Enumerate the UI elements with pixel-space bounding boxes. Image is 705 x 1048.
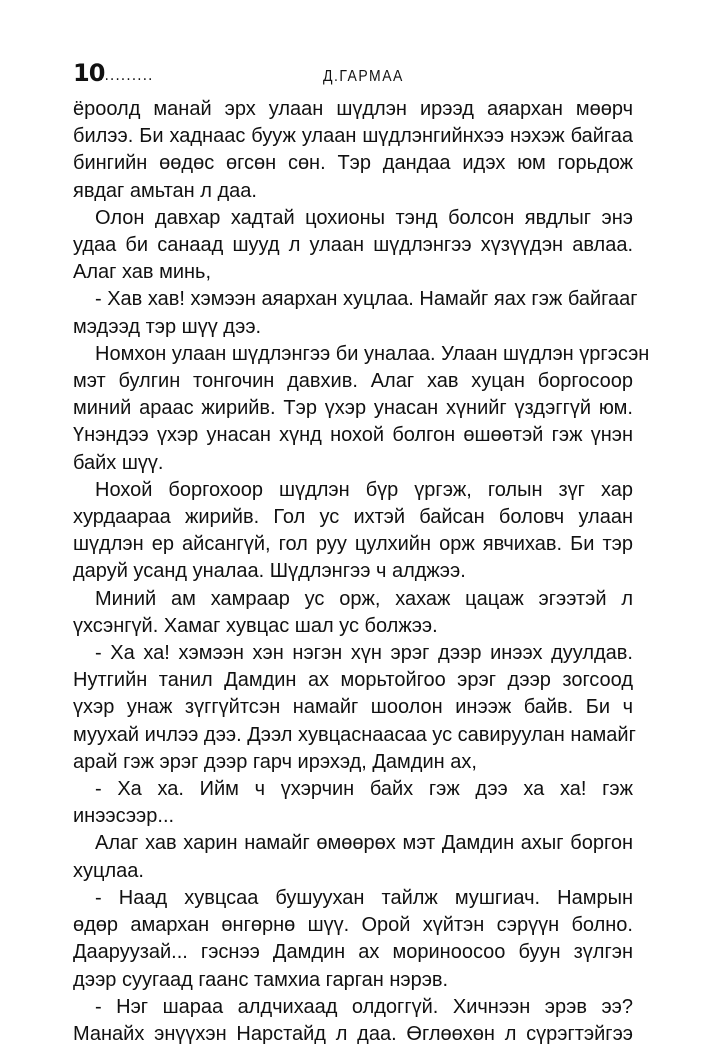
text-line: өдөр амархан өнгөрнө шүү. Орой хүйтэн сэрүүн болно. xyxy=(73,914,633,937)
text-line: шүдлэн ер айсангүй, гол руу цулхийн орж явчихав. Би тэр xyxy=(73,533,633,556)
running-head-author: Д.ГАРМАА xyxy=(323,65,404,85)
page-header xyxy=(73,58,633,92)
page-number-dots: .......... xyxy=(99,68,154,84)
text-line: Дааруузай... гэснээ Дамдин ах мориноосоо буун зүлгэн xyxy=(73,941,633,964)
text-line: хурдаараа жирийв. Гол ус ихтэй байсан боловч улаан xyxy=(73,506,633,529)
text-line: мэт булгин тонгочин давхив. Алаг хав хуцан боргосоор xyxy=(73,370,633,393)
text-line: үхэр унаж зүггүйтсэн намайг шоолон инээж байв. Би ч xyxy=(73,696,633,719)
text-line: байх шүү. xyxy=(73,451,164,474)
text-line: үхсэнгүй. Хамаг хувцас шал ус болжээ. xyxy=(73,614,438,637)
text-line: миний араас жирийв. Тэр үхэр унасан хүнийг үздэггүй юм. xyxy=(73,397,633,420)
text-line: Алаг хав харин намайг өмөөрөх мэт Дамдин ахыг боргон xyxy=(95,832,633,855)
body-text xyxy=(73,96,650,1048)
text-line: даруй усанд уналаа. Шүдлэнгээ ч алджээ. xyxy=(73,560,466,583)
text-line: Үнэндээ үхэр унасан хүнд нохой болгон өшөөтэй гэж үнэн xyxy=(73,424,633,447)
text-line: Миний ам хамраар ус орж, хахаж цацаж эгээтэй л xyxy=(95,587,633,610)
text-line: ёроолд манай эрх улаан шүдлэн ирээд аяархан мөөрч xyxy=(73,98,633,120)
text-line: арай гэж эрэг дээр гарч ирэхэд, Дамдин ах, xyxy=(73,750,477,773)
text-line: Манайх энүүхэн Нарстайд л даа. Өглөөхөн л сүрэгтэйгээ xyxy=(73,1022,633,1045)
text-line: явдаг амьтан л даа. xyxy=(73,179,257,202)
text-line: мэдээд тэр шүү дээ. xyxy=(73,315,262,338)
text-line: муухай ичлээ дээ. Дээл хувцаснаасаа ус савируулан намайг xyxy=(73,723,636,746)
text-line: дээр суугаад гаанс тамхиа гарган нэрэв. xyxy=(73,968,449,991)
text-line: удаа би санаад шууд л улаан шүдлэнгээ хүзүүдэн авлаа. xyxy=(73,234,633,257)
text-line: Нохой боргохоор шүдлэн бүр үргэж, голын зүг хар xyxy=(95,478,633,501)
text-line: Олон давхар хадтай цохионы тэнд болсон явдлыг энэ xyxy=(95,206,633,229)
text-line: хуцлаа. xyxy=(73,859,144,882)
text-line: билээ. Би хаднаас бууж улаан шүдлэнгийнхээ нэхэж байгаа xyxy=(73,125,633,148)
text-line: Номхон улаан шүдлэнгээ би уналаа. Улаан шүдлэн үргэсэн xyxy=(95,342,650,365)
text-line: - Наад хувцсаа бушуухан тайлж мушгиач. Намрын xyxy=(95,886,633,909)
text-line: Нутгийн танил Дамдин ах морьтойгоо эрэг дээр зогсоод xyxy=(73,669,633,692)
text-line: бингийн өөдөс өгсөн сөн. Тэр дандаа идэх юм горьдож xyxy=(73,152,633,175)
text-line: - Ха ха! хэмээн хэн нэгэн хүн эрэг дээр инээх дуулдав. xyxy=(95,642,633,665)
page-number: 10 xyxy=(73,59,105,87)
text-line: - Хав хав! хэмээн аяархан хуцлаа. Намайг яах гэж байгааг xyxy=(95,288,638,311)
text-line: Алаг хав минь, xyxy=(73,261,212,284)
text-line: - Ха ха. Ийм ч үхэрчин байх гэж дээ ха ха! гэж xyxy=(95,778,633,801)
text-line: - Нэг шараа алдчихаад олдоггүй. Хичнээн эрэв ээ? xyxy=(95,995,633,1018)
text-line: инээсээр... xyxy=(73,805,175,828)
